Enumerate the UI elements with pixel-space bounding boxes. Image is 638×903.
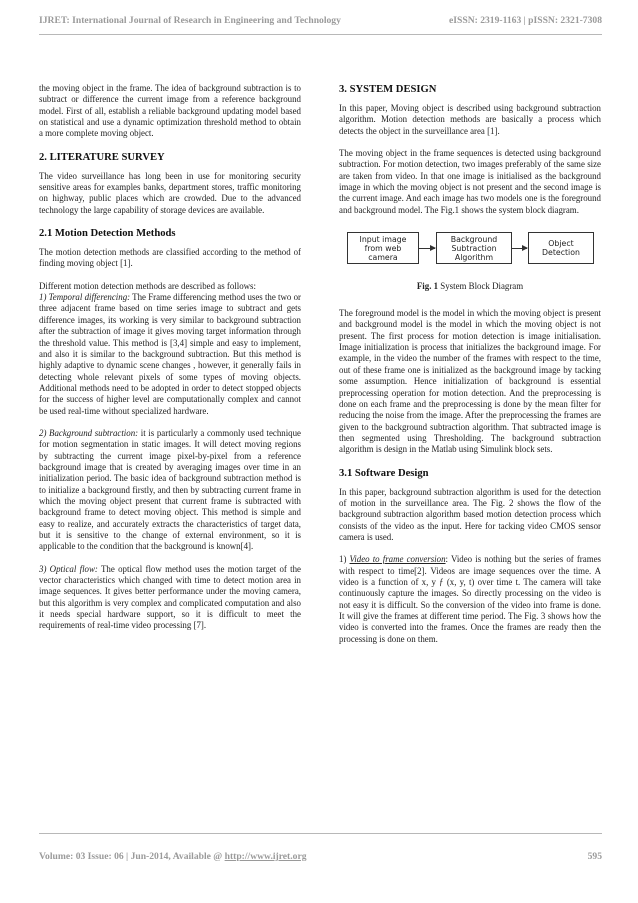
block-object-line-2: Detection	[542, 248, 580, 258]
running-header	[39, 15, 602, 26]
running-footer	[39, 851, 602, 862]
block-input-line-3: camera	[368, 252, 398, 262]
arrow-1	[419, 248, 435, 249]
block-input-image	[347, 232, 419, 264]
methods-intro-paragraph: Different motion detection methods are described as follows:	[39, 280, 256, 291]
conversion-label: Video to frame conversion	[349, 554, 446, 565]
block-bg-line-3: Algorithm	[454, 252, 494, 262]
section-heading-literature: 2. LITERATURE SURVEY	[39, 151, 165, 163]
optical-flow-label: 3) Optical flow:	[39, 563, 98, 574]
literature-paragraph: The video surveillance has long been in use for monitoring security sensitive areas for examples banks, department stores, traffic monitoring on highway, public places which are crowded. Due to the advanced technology the large capability of storage devices are available.	[39, 170, 301, 215]
system-block-diagram	[339, 227, 601, 271]
footer-url-link[interactable]: http://www.ijret.org	[224, 851, 307, 862]
header-rule	[39, 34, 602, 35]
design-paragraph-1: In this paper, Moving object is described using background subtraction algorithm. Motion detection methods are basically a process which detects the object in the surveillance area [1].	[339, 103, 601, 136]
foreground-paragraph: The foreground model is the model in which the moving object is present and background model is the model in which the moving object is not present. The first process for motion detection is image initialisation. Image initialization is process that initializes the background image. For example, in the video the number of the frames with respect to the time, out of these frame one is initialized as the background image by tacking some assumption. Hence initialization of background is essential preprocessing operation for motion detection. And the preprocessing is done on each frame and the preprocessing is done by the mean filter for reducing the noise from the image. After the preprocessing the frames are given to the background subtraction algorithm. That subtracted image is then segmented using Thresholding. The background subtraction algorithm is design in the Matlab using Simulink block sets.	[339, 308, 601, 455]
block-object-detection	[528, 232, 594, 264]
figure-label: Fig. 1	[416, 281, 439, 292]
block-background-subtraction	[436, 232, 512, 264]
arrow-2	[512, 248, 527, 249]
figure-caption	[339, 281, 601, 292]
section-heading-motion-detection: 2.1 Motion Detection Methods	[39, 228, 176, 240]
optical-flow-paragraph	[39, 564, 301, 632]
conversion-prefix: 1)	[339, 554, 350, 565]
block-object-line-1: Object	[548, 239, 574, 249]
footer-volume-info	[39, 851, 307, 862]
section-heading-software-design: 3.1 Software Design	[339, 467, 429, 479]
footer-rule	[39, 833, 602, 834]
journal-title: IJRET: International Journal of Research in Engineering and Technology	[39, 15, 341, 26]
left-column	[39, 83, 301, 643]
temporal-text: The Frame differencing method uses the two or three adjacent frame based on time series image to subtract and gets difference images, its working is very similar to background subtraction after the subtraction of image it gives moving target information through the threshold value. This method is [3,4] simple and easy to implement, and also it is similar to the background subtraction. But this method is highly adaptive to dynamic scene changes , however, it generally fails in detecting whole relevant pixels of some types of moving objects. Additional methods need to be adopted in order to detect stopped objects for the success of higher level are computationally complex and cannot be used real-time without specialized hardware.	[39, 292, 301, 416]
design-paragraph-2: The moving object in the frame sequences is detected using background subtraction. For motion detection, two images preferably of the same size are taken from video. In that one image is initialised as the background image in which the moving object is not present and the second image is the current image. And each image has two models one is the foreground and background model. The Fig.1 shows the system block diagram.	[339, 148, 601, 215]
optical-flow-text: The optical flow method uses the motion target of the vector characteristics which changed with time to detect motion area in image sequences. It gives better performance under the moving camera, but this algorithm is very complex and complicated computation and also it needs special hardware support, so it is difficult to meet the requirements of real-time video processing [7].	[39, 563, 301, 631]
background-label: 2) Background subtraction:	[39, 427, 139, 438]
footer-volume-text: Volume: 03 Issue: 06 | Jun-2014, Available @	[39, 851, 225, 862]
block-bg-line-1: Background	[450, 234, 498, 244]
video-conversion-paragraph	[339, 554, 601, 645]
block-bg-line-2: Subtraction	[451, 243, 497, 253]
page-number: 595	[587, 851, 602, 862]
issn-text: eISSN: 2319-1163 | pISSN: 2321-7308	[449, 15, 602, 26]
conversion-text: : Video is nothing but the series of frames with respect to time[2]. Videos are image sequences over the time. A video is a function of x, y ƒ (x, y, t) over time t. The camera will take continuously capture the images. So directly processing on the video is not easy it is difficult. So the conversion of the video into frame is done. It will give the frames at different time period. The Fig. 3 shows how the video is converted into the frames. Once the frames are ready then the processing is done on them.	[339, 554, 601, 644]
temporal-label: 1) Temporal differencing:	[39, 292, 131, 303]
block-input-line-1: Input image	[359, 234, 407, 244]
right-column	[339, 83, 601, 656]
figure-caption-text: System Block Diagram	[438, 281, 524, 292]
motion-paragraph: The motion detection methods are classified according to the method of finding moving object [1].	[39, 247, 301, 269]
intro-paragraph: the moving object in the frame. The idea of background subtraction is to subtract or difference the current image from a reference background model. First of all, establish a reliable background updating model based on statistical and use a dynamic optimization threshold method to obtain a more complete moving object.	[39, 83, 301, 139]
background-text: it is particularly a commonly used technique for motion segmentation in static images. It will detect moving regions by subtracting the current image pixel-by-pixel from a reference background image that is created by averaging images over time in an initialization period. The basic idea of background subtraction method is to initialize a background firstly, and then by subtracting current frame in which the moving object present that current frame is subtracted with background frame to detect moving object. This method is simple and easy to realize, and accurately extracts the characteristics of target data, but it is sensitive to the change of external environment, so it is applicable to the condition that the background is known[4].	[39, 427, 301, 552]
software-paragraph: In this paper, background subtraction algorithm is used for the detection of motion in the surveillance area. The Fig. 2 shows the flow of the background subtraction algorithm based motion detection process which consists of the video as the input. Here for tacking video CMOS sensor camera is used.	[339, 486, 601, 542]
background-subtraction-paragraph	[39, 428, 301, 553]
temporal-differencing-paragraph	[39, 292, 301, 417]
block-input-line-2: from web	[364, 243, 402, 253]
section-heading-system-design: 3. SYSTEM DESIGN	[339, 84, 437, 95]
